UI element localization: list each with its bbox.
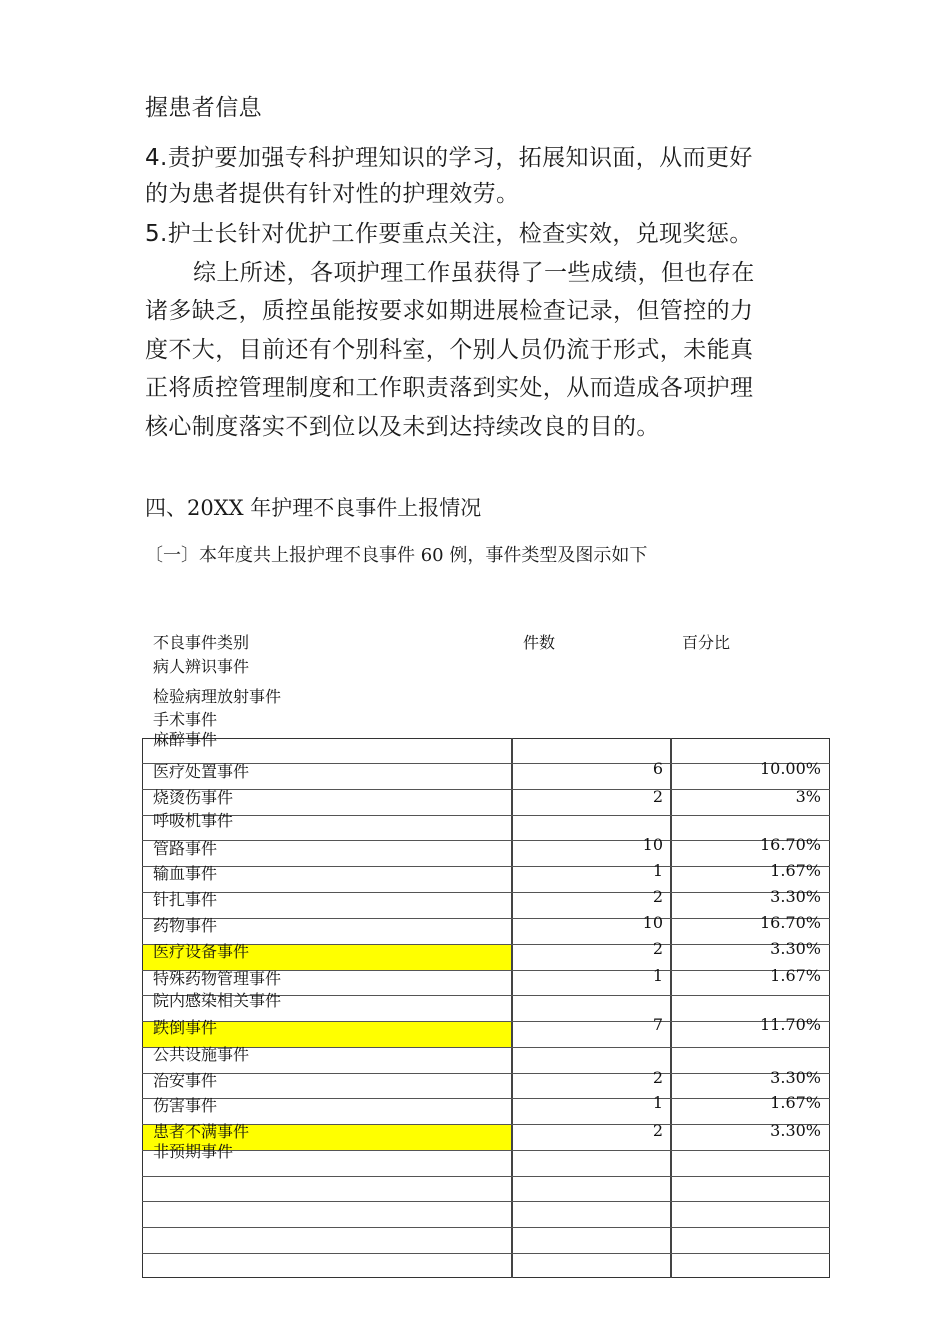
column-divider bbox=[511, 738, 513, 1278]
table-cell-count: 7 bbox=[652, 1015, 663, 1034]
table-cell-percent: 16.70% bbox=[759, 913, 821, 932]
row-line bbox=[142, 1253, 830, 1254]
table-cell-count: 10 bbox=[642, 913, 663, 932]
table-cell-count: 2 bbox=[652, 887, 663, 906]
paragraph-line: 正将质控管理制度和工作职责落到实处，从而造成各项护理 bbox=[145, 375, 754, 401]
table-cell-category: 医疗处置事件 bbox=[153, 762, 250, 781]
table-cell-category: 检验病理放射事件 bbox=[153, 687, 282, 706]
table-cell-count: 2 bbox=[652, 787, 663, 806]
table-cell-category: 呼吸机事件 bbox=[153, 811, 234, 830]
table-cell-percent: 3.30% bbox=[770, 887, 821, 906]
table-cell-percent: 1.67% bbox=[770, 861, 821, 880]
table-cell-percent: 11.70% bbox=[759, 1015, 821, 1034]
paragraph-line: 5.护士长针对优护工作要重点关注，检查实效，兑现奖惩。 bbox=[145, 221, 753, 247]
paragraph-line: 4.责护要加强专科护理知识的学习，拓展知识面，从而更好 bbox=[145, 145, 753, 171]
table-cell-category: 输血事件 bbox=[153, 864, 218, 883]
table-cell-count: 6 bbox=[652, 759, 663, 778]
row-line bbox=[142, 1227, 830, 1228]
paragraph-line: 的为患者提供有针对性的护理效劳。 bbox=[145, 181, 520, 207]
table-cell-category: 药物事件 bbox=[153, 916, 218, 935]
table-cell-percent: 3.30% bbox=[770, 939, 821, 958]
table-cell-category: 医疗设备事件 bbox=[153, 942, 250, 961]
section-heading: 四、20XX 年护理不良事件上报情况 bbox=[145, 496, 482, 520]
paragraph-line: 诸多缺乏，质控虽能按要求如期进展检查记录，但管控的力 bbox=[145, 298, 754, 324]
table-cell-count: 2 bbox=[652, 1121, 663, 1140]
table-cell-category: 院内感染相关事件 bbox=[153, 991, 282, 1010]
table-cell-count: 1 bbox=[652, 1093, 663, 1112]
table-cell-percent: 1.67% bbox=[770, 966, 821, 985]
table-cell-percent: 3% bbox=[795, 787, 821, 806]
table-cell-percent: 3.30% bbox=[770, 1121, 821, 1140]
table-cell-count: 1 bbox=[652, 966, 663, 985]
paragraph-line: 综上所述，各项护理工作虽获得了一些成绩，但也存在 bbox=[193, 260, 755, 286]
table-cell-count: 1 bbox=[652, 861, 663, 880]
table-cell-count: 2 bbox=[652, 1068, 663, 1087]
table-cell-percent: 3.30% bbox=[770, 1068, 821, 1087]
row-line bbox=[142, 1150, 830, 1151]
table-cell-percent: 16.70% bbox=[759, 835, 821, 854]
table-cell-category: 公共设施事件 bbox=[153, 1045, 250, 1064]
table-cell-category: 伤害事件 bbox=[153, 1096, 218, 1115]
section-subheading: 〔一〕本年度共上报护理不良事件 60 例，事件类型及图示如下 bbox=[145, 545, 648, 566]
table-cell-category: 针扎事件 bbox=[153, 890, 218, 909]
row-line bbox=[142, 815, 830, 816]
row-line bbox=[142, 1176, 830, 1177]
table-cell-category: 烧烫伤事件 bbox=[153, 788, 234, 807]
row-line bbox=[142, 1201, 830, 1202]
table-header-category: 不良事件类别 bbox=[153, 633, 250, 652]
table-cell-category: 患者不满事件 bbox=[153, 1122, 250, 1141]
table-cell-category: 治安事件 bbox=[153, 1071, 218, 1090]
table-cell-percent: 10.00% bbox=[759, 759, 821, 778]
table-cell-count: 10 bbox=[642, 835, 663, 854]
table-cell-category: 麻醉事件 bbox=[153, 730, 218, 749]
table-cell-category: 跌倒事件 bbox=[153, 1018, 218, 1037]
paragraph-line: 核心制度落实不到位以及未到达持续改良的目的。 bbox=[145, 414, 660, 440]
paragraph-line: 度不大，目前还有个别科室，个别人员仍流于形式，未能真 bbox=[145, 337, 754, 363]
table-cell-category: 手术事件 bbox=[153, 710, 218, 729]
column-divider bbox=[670, 738, 672, 1278]
table-header-count: 件数 bbox=[523, 633, 556, 652]
table-cell-count: 2 bbox=[652, 939, 663, 958]
table-cell-category: 非预期事件 bbox=[153, 1142, 234, 1161]
table-header-percent: 百分比 bbox=[682, 633, 731, 652]
table-cell-percent: 1.67% bbox=[770, 1093, 821, 1112]
paragraph-line: 握患者信息 bbox=[145, 95, 262, 121]
table-cell-category: 管路事件 bbox=[153, 839, 218, 858]
table-cell-category: 特殊药物管理事件 bbox=[153, 969, 282, 988]
table-cell-category: 病人辨识事件 bbox=[153, 657, 250, 676]
